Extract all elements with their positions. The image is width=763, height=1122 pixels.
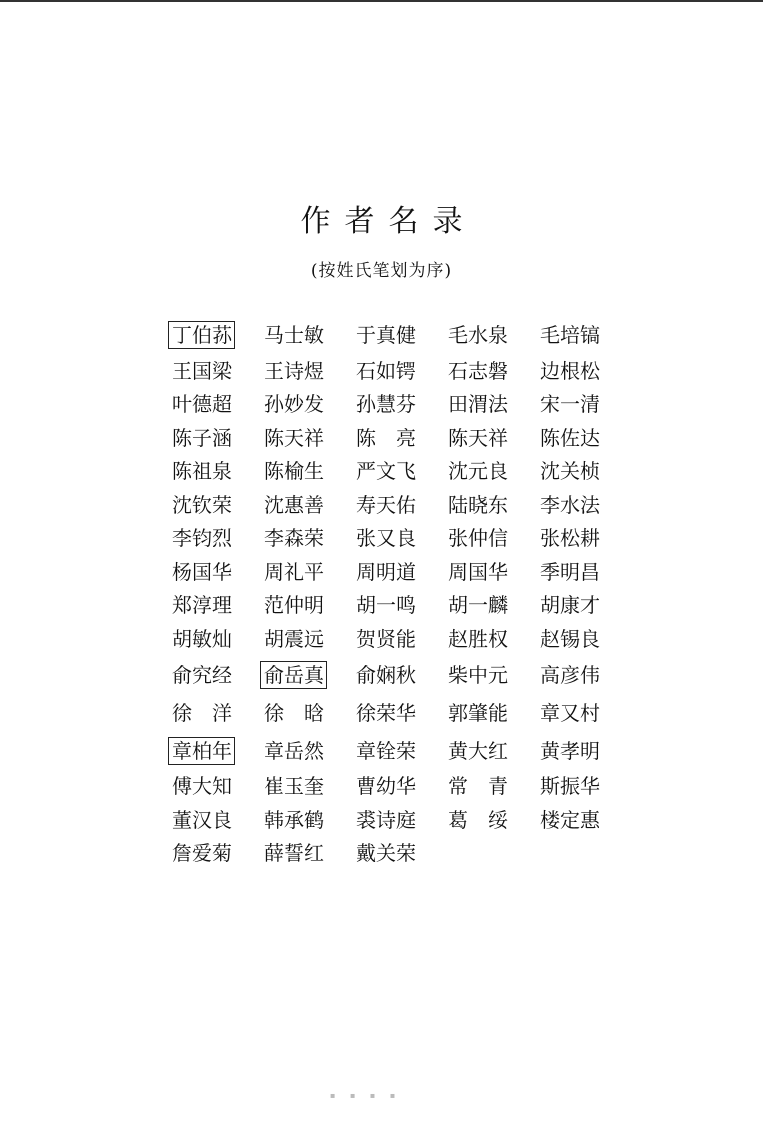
author-name: 黄大红 xyxy=(448,738,508,763)
author-name: 寿天佑 xyxy=(356,492,416,517)
author-name: 斯振华 xyxy=(540,774,600,799)
author-name: 楼定惠 xyxy=(540,807,600,832)
author-row xyxy=(168,837,618,871)
author-name: 李水法 xyxy=(540,492,600,517)
author-name-boxed: 章柏年 xyxy=(168,738,260,764)
author-name: 张又良 xyxy=(356,526,416,551)
author-row xyxy=(168,316,618,354)
author-name: 沈元良 xyxy=(448,459,508,484)
author-name: 田渭法 xyxy=(448,392,508,417)
author-row xyxy=(168,455,618,489)
page-title: 作者名录 xyxy=(300,204,477,239)
author-name: 常青 xyxy=(448,774,528,799)
author-name: 章岳然 xyxy=(264,738,324,763)
author-name: 詹爱菊 xyxy=(172,841,232,866)
author-row xyxy=(168,388,618,422)
author-row xyxy=(168,622,618,656)
author-name: 沈关桢 xyxy=(540,459,600,484)
author-name: 毛培镐 xyxy=(540,323,600,347)
author-name: 张松耕 xyxy=(540,526,600,551)
author-name: 杨国华 xyxy=(172,559,232,584)
author-name: 陈榆生 xyxy=(264,459,324,484)
author-name: 陈天祥 xyxy=(448,425,508,450)
scan-smudge: ▪ ▪ ▪ ▪ xyxy=(330,1091,402,1100)
author-name: 陈子涵 xyxy=(172,425,232,450)
author-name: 毛水泉 xyxy=(448,323,508,347)
author-name: 胡震远 xyxy=(264,626,324,651)
author-name: 孙慧芬 xyxy=(356,392,416,417)
author-name: 周国华 xyxy=(448,559,508,584)
author-name: 陈佐达 xyxy=(540,425,600,450)
author-name: 徐洋 xyxy=(172,700,252,725)
author-name: 胡康才 xyxy=(540,593,600,618)
author-name: 柴中元 xyxy=(448,662,508,687)
author-name: 章铨荣 xyxy=(356,738,416,763)
author-row xyxy=(168,354,618,388)
author-name: 陈祖泉 xyxy=(172,459,232,484)
author-row xyxy=(168,770,618,804)
author-name: 俞究经 xyxy=(172,662,232,687)
author-name-list xyxy=(168,316,618,870)
author-name: 马士敏 xyxy=(264,323,324,347)
author-name: 陆晓东 xyxy=(448,492,508,517)
author-name: 赵胜权 xyxy=(448,626,508,651)
author-name: 宋一清 xyxy=(540,392,600,417)
author-name: 郑淳理 xyxy=(172,593,232,618)
author-name: 周明道 xyxy=(356,559,416,584)
author-row xyxy=(168,488,618,522)
author-name: 沈钦荣 xyxy=(172,492,232,517)
author-name: 李钧烈 xyxy=(172,526,232,551)
page-subtitle: (按姓氏笔划为序) xyxy=(310,261,453,281)
author-name: 张仲信 xyxy=(448,526,508,551)
author-name: 叶德超 xyxy=(172,392,232,417)
author-name: 郭肇能 xyxy=(448,700,508,725)
author-name: 范仲明 xyxy=(264,593,324,618)
author-name: 章又村 xyxy=(540,700,600,725)
author-name: 黄孝明 xyxy=(540,738,600,763)
author-name: 胡敏灿 xyxy=(172,626,232,651)
author-name: 周礼平 xyxy=(264,559,324,584)
author-name: 季明昌 xyxy=(540,559,600,584)
author-name: 葛绥 xyxy=(448,807,528,832)
author-name: 陈天祥 xyxy=(264,425,324,450)
author-row xyxy=(168,803,618,837)
author-row xyxy=(168,522,618,556)
author-name: 王诗煜 xyxy=(264,358,324,383)
author-name-boxed: 丁伯荪 xyxy=(168,322,260,348)
author-name: 傅大知 xyxy=(172,774,232,799)
author-name: 徐荣华 xyxy=(356,700,416,725)
author-name: 王国梁 xyxy=(172,358,232,383)
author-name: 孙妙发 xyxy=(264,392,324,417)
author-name-boxed: 俞岳真 xyxy=(260,662,352,688)
author-name: 石如锷 xyxy=(356,358,416,383)
author-name: 韩承鹤 xyxy=(264,807,324,832)
author-name: 高彦伟 xyxy=(540,662,600,687)
top-border-line xyxy=(0,0,763,2)
author-name: 胡一麟 xyxy=(448,593,508,618)
author-row xyxy=(168,589,618,623)
author-row xyxy=(168,656,618,694)
author-name: 董汉良 xyxy=(172,807,232,832)
author-name: 严文飞 xyxy=(356,459,416,484)
author-name: 贺贤能 xyxy=(356,626,416,651)
author-name: 徐晗 xyxy=(264,700,344,725)
author-name: 胡一鸣 xyxy=(356,593,416,618)
author-name: 陈亮 xyxy=(356,425,436,450)
author-name: 于真健 xyxy=(356,323,416,347)
author-name: 李森荣 xyxy=(264,526,324,551)
author-name: 边根松 xyxy=(540,358,600,383)
author-name: 石志磐 xyxy=(448,358,508,383)
author-name: 戴关荣 xyxy=(356,841,416,866)
author-row xyxy=(168,421,618,455)
author-name: 俞娴秋 xyxy=(356,662,416,687)
author-row xyxy=(168,732,618,770)
author-name: 赵锡良 xyxy=(540,626,600,651)
author-name: 沈惠善 xyxy=(264,492,324,517)
author-name: 崔玉奎 xyxy=(264,774,324,799)
author-row xyxy=(168,555,618,589)
author-row xyxy=(168,694,618,732)
author-name: 裘诗庭 xyxy=(356,807,416,832)
author-name: 曹幼华 xyxy=(356,774,416,799)
author-name: 薛誓红 xyxy=(264,841,324,866)
